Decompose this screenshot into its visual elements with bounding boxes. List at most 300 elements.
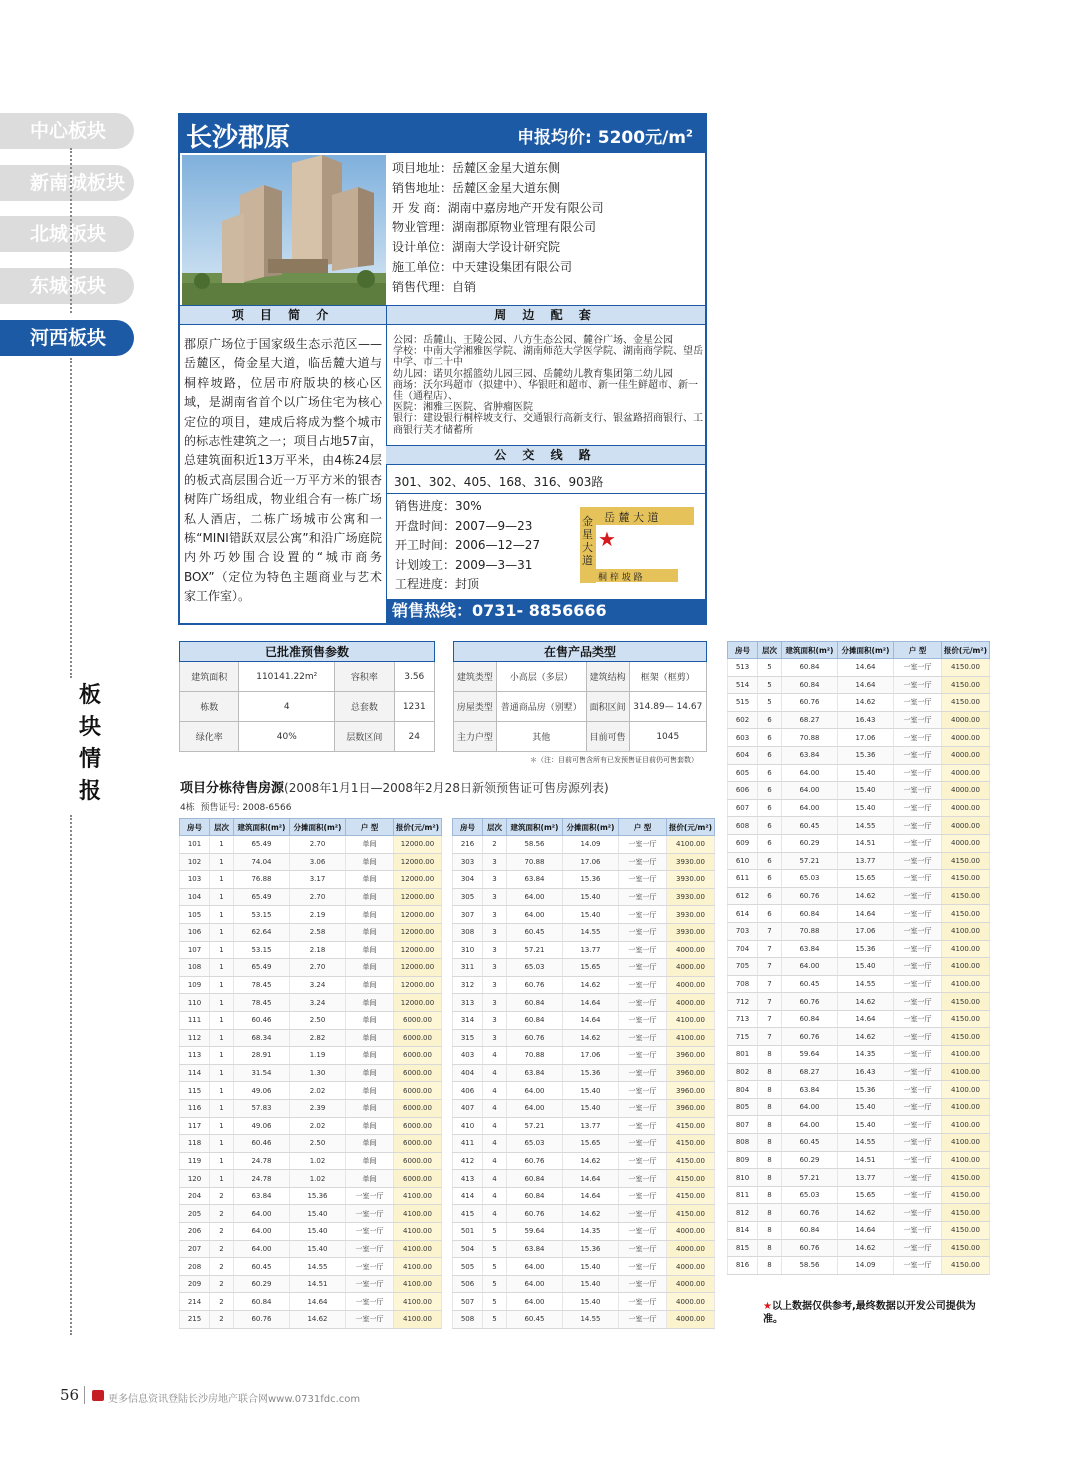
table-cell: 一室一厅: [619, 1082, 667, 1100]
table-row: [453, 888, 715, 906]
table-cell: 410: [453, 1117, 483, 1135]
table-cell: 一室一厅: [894, 1222, 942, 1240]
table-row: 建筑类型 小高层（多层） 建筑结构 框架（框剪）: [454, 662, 707, 692]
table-cell: 一室一厅: [619, 853, 667, 871]
table-cell: 64.00: [507, 906, 563, 924]
table-row: [453, 906, 715, 924]
table-row: [453, 1117, 715, 1135]
table-row: [453, 1187, 715, 1205]
table-cell: 312: [453, 976, 483, 994]
presale-params-title: 已批准预售参数: [180, 642, 435, 662]
table-cell: 15.36: [838, 746, 894, 764]
table-cell: 14.64: [838, 1010, 894, 1028]
table-cell: 一室一厅: [894, 1046, 942, 1064]
table-cell: 一室一厅: [894, 746, 942, 764]
table-cell: 14.09: [838, 1257, 894, 1275]
table-cell: 3: [483, 888, 507, 906]
table-cell: 63.84: [507, 1240, 563, 1258]
table-cell: 8: [758, 1116, 782, 1134]
table-cell: 311: [453, 959, 483, 977]
table-cell: 1: [210, 853, 234, 871]
table-cell: 105: [180, 906, 210, 924]
table-cell: 2.82: [290, 1029, 346, 1047]
table-cell: 705: [728, 958, 758, 976]
table-cell: 4150.00: [942, 1010, 990, 1028]
table-cell: 1: [210, 1029, 234, 1047]
table-cell: 16.43: [838, 1063, 894, 1081]
table-cell: 608: [728, 817, 758, 835]
table-cell: 4100.00: [394, 1223, 442, 1241]
table-cell: 2: [210, 1187, 234, 1205]
table-cell: 64.00: [782, 958, 838, 976]
table-cell: 715: [728, 1028, 758, 1046]
table-row: [728, 1010, 990, 1028]
table-cell: 6: [758, 799, 782, 817]
table-cell: 205: [180, 1205, 210, 1223]
table-cell: 7: [758, 975, 782, 993]
table-cell: 8: [758, 1046, 782, 1064]
table-cell: 3.17: [290, 871, 346, 889]
table-cell: 14.62: [563, 1029, 619, 1047]
tab-hexi[interactable]: 河西板块: [0, 320, 134, 356]
table-row: [453, 1293, 715, 1311]
table-row: [728, 782, 990, 800]
info-construction: 施工单位：中天建设集团有限公司: [392, 259, 573, 274]
table-cell: 60.46: [234, 1011, 290, 1029]
table-cell: 6000.00: [394, 1152, 442, 1170]
table-cell: 6: [758, 834, 782, 852]
table-cell: 204: [180, 1187, 210, 1205]
table-cell: 4000.00: [667, 1258, 715, 1276]
presale-params-table: [179, 641, 435, 752]
table-cell: 3: [483, 941, 507, 959]
table-cell: 4000.00: [667, 1311, 715, 1329]
table-cell: 一室一厅: [619, 871, 667, 889]
table-cell: 一室一厅: [894, 834, 942, 852]
table-cell: 2.70: [290, 888, 346, 906]
table-row: [453, 1275, 715, 1293]
table-cell: 2.70: [290, 836, 346, 854]
table-cell: 814: [728, 1222, 758, 1240]
table-cell: 单间: [346, 923, 394, 941]
table-cell: 4000.00: [667, 1293, 715, 1311]
table-cell: 514: [728, 676, 758, 694]
table-cell: 115: [180, 1082, 210, 1100]
table-cell: 8: [758, 1257, 782, 1275]
table-cell: 1.19: [290, 1047, 346, 1065]
table-cell: 一室一厅: [894, 975, 942, 993]
table-cell: 14.51: [290, 1275, 346, 1293]
table-cell: 2: [483, 836, 507, 854]
table-cell: 308: [453, 923, 483, 941]
table-cell: 4150.00: [942, 1222, 990, 1240]
table-cell: 4100.00: [942, 1046, 990, 1064]
table-row: [180, 1187, 442, 1205]
table-cell: 3960.00: [667, 1047, 715, 1065]
table-cell: 310: [453, 941, 483, 959]
table-cell: 15.40: [838, 799, 894, 817]
table-cell: 60.76: [782, 1204, 838, 1222]
project-intro: 郡原广场位于国家级生态示范区——岳麓区，倚金星大道，临岳麓大道与桐梓坡路，位居市府版块的核心区域，是湖南省首个以广场住宅为核心定位的项目，建成后将成为整个城市的标志性建筑之一；项目占地57亩，总建筑面积近13万平米，由4栋24层的板式高层围合近一万平方米的银杏树阵广场组成，物业组合有一栋广场私人酒店，二栋广场城市公寓和一栋“MINI错跃双层公寓”和沿广场庭院内外巧妙围合设置的“城市商务BOX”（定位为特色主题商业与艺术家工作室）。: [184, 337, 382, 604]
table-cell: 407: [453, 1099, 483, 1117]
table-row: [453, 1240, 715, 1258]
table-cell: 4: [483, 1099, 507, 1117]
table-cell: 49.06: [234, 1117, 290, 1135]
table-cell: 一室一厅: [619, 1135, 667, 1153]
table-cell: 8: [758, 1063, 782, 1081]
table-cell: 14.62: [563, 1205, 619, 1223]
table-cell: 12000.00: [394, 976, 442, 994]
table-cell: 4000.00: [942, 834, 990, 852]
table-cell: 6: [758, 729, 782, 747]
tab-east[interactable]: 东城板块: [0, 268, 134, 304]
table-cell: 68.27: [782, 711, 838, 729]
table-row: [453, 959, 715, 977]
table-cell: 4: [483, 1064, 507, 1082]
table-cell: 15.40: [290, 1223, 346, 1241]
table-cell: 13.77: [838, 852, 894, 870]
table-cell: 6: [758, 782, 782, 800]
info-sales-address: 销售地址：岳麓区金星大道东侧: [392, 180, 561, 195]
table-cell: 6000.00: [394, 1082, 442, 1100]
table-row: 绿化率 40% 层数区间 24: [180, 722, 435, 752]
table-cell: 4000.00: [667, 959, 715, 977]
table-cell: 3: [483, 923, 507, 941]
table-cell: 14.35: [838, 1046, 894, 1064]
table-cell: 415: [453, 1205, 483, 1223]
info-property-management: 物业管理：湖南郡原物业管理有限公司: [392, 220, 597, 235]
table-cell: 2.50: [290, 1011, 346, 1029]
table-row: [728, 1098, 990, 1116]
table-cell: 110: [180, 994, 210, 1012]
table-cell: 506: [453, 1275, 483, 1293]
table-cell: 505: [453, 1258, 483, 1276]
table-cell: 104: [180, 888, 210, 906]
table-cell: 4: [483, 1047, 507, 1065]
table-cell: 4100.00: [942, 940, 990, 958]
table-cell: 6000.00: [394, 1170, 442, 1188]
table-cell: 14.55: [838, 817, 894, 835]
table-cell: 404: [453, 1064, 483, 1082]
table-cell: 单间: [346, 1064, 394, 1082]
table-row: [453, 1099, 715, 1117]
table-cell: 78.45: [234, 994, 290, 1012]
table-cell: 一室一厅: [894, 1186, 942, 1204]
table-cell: 14.55: [838, 975, 894, 993]
table-cell: 单间: [346, 1082, 394, 1100]
table-cell: 4150.00: [942, 1028, 990, 1046]
table-cell: 14.62: [838, 887, 894, 905]
table-cell: 63.84: [507, 871, 563, 889]
table-cell: 1.30: [290, 1064, 346, 1082]
table-row: [728, 746, 990, 764]
table-row: [728, 659, 990, 677]
table-cell: 2: [210, 1205, 234, 1223]
table-cell: 14.64: [290, 1293, 346, 1311]
sales-progress: [395, 497, 540, 595]
table-cell: 一室一厅: [619, 1047, 667, 1065]
table-cell: 3: [483, 959, 507, 977]
table-cell: 一室一厅: [894, 764, 942, 782]
table-cell: 4150.00: [667, 1170, 715, 1188]
table-cell: 60.76: [234, 1311, 290, 1329]
table-cell: 14.62: [838, 694, 894, 712]
table-cell: 60.76: [782, 887, 838, 905]
table-row: [453, 1047, 715, 1065]
table-row: [728, 817, 990, 835]
table-cell: 60.29: [782, 834, 838, 852]
table-cell: 403: [453, 1047, 483, 1065]
table-row: [728, 1169, 990, 1187]
table-cell: 一室一厅: [894, 782, 942, 800]
column-header: 报价(元/m²): [942, 642, 990, 659]
table-cell: 2.50: [290, 1135, 346, 1153]
table-cell: 4: [483, 1117, 507, 1135]
table-cell: 307: [453, 906, 483, 924]
table-cell: 60.84: [507, 994, 563, 1012]
table-cell: 515: [728, 694, 758, 712]
table-row: [180, 1170, 442, 1188]
column-header: 建筑面积(m²): [234, 819, 290, 836]
table-cell: 3930.00: [667, 923, 715, 941]
table-cell: 15.40: [563, 1082, 619, 1100]
table-cell: 单间: [346, 1099, 394, 1117]
column-header: 层次: [483, 819, 507, 836]
table-cell: 2: [210, 1293, 234, 1311]
table-cell: 70.88: [507, 1047, 563, 1065]
table-cell: 60.45: [782, 1134, 838, 1152]
table-cell: 一室一厅: [894, 887, 942, 905]
table-cell: 65.49: [234, 959, 290, 977]
table-cell: 15.40: [563, 906, 619, 924]
table-cell: 6: [758, 887, 782, 905]
column-header: 报价(元/m²): [394, 819, 442, 836]
table-cell: 一室一厅: [894, 852, 942, 870]
table-row: [728, 1151, 990, 1169]
table-cell: 4100.00: [394, 1187, 442, 1205]
table-cell: 14.51: [838, 1151, 894, 1169]
table-cell: 15.40: [563, 888, 619, 906]
table-row: [180, 1258, 442, 1276]
table-cell: 15.40: [563, 1275, 619, 1293]
table-cell: 5: [483, 1258, 507, 1276]
table-row: [180, 888, 442, 906]
table-cell: 单间: [346, 1029, 394, 1047]
table-cell: 1: [210, 1082, 234, 1100]
table-cell: 206: [180, 1223, 210, 1241]
table-cell: 411: [453, 1135, 483, 1153]
table-cell: 14.64: [838, 905, 894, 923]
table-row: [728, 1081, 990, 1099]
table-cell: 106: [180, 923, 210, 941]
table-cell: 6: [758, 905, 782, 923]
tab-north[interactable]: 北城板块: [0, 216, 134, 252]
table-cell: 3.24: [290, 976, 346, 994]
table-cell: 4000.00: [667, 994, 715, 1012]
table-cell: 8: [758, 1204, 782, 1222]
table-cell: 一室一厅: [619, 976, 667, 994]
table-row: [180, 1029, 442, 1047]
table-cell: 1: [210, 1152, 234, 1170]
table-row: [453, 836, 715, 854]
table-cell: 8: [758, 1081, 782, 1099]
table-row: [728, 799, 990, 817]
table-cell: 一室一厅: [894, 1257, 942, 1275]
table-cell: 14.55: [563, 923, 619, 941]
table-row: [453, 976, 715, 994]
table-cell: 一室一厅: [894, 1204, 942, 1222]
table-row: [180, 1205, 442, 1223]
table-cell: 一室一厅: [619, 1240, 667, 1258]
table-row: [728, 1028, 990, 1046]
table-cell: 60.45: [782, 975, 838, 993]
table-cell: 3: [483, 976, 507, 994]
table-header-row: [180, 819, 442, 836]
table-cell: 507: [453, 1293, 483, 1311]
vertical-char: 板: [78, 683, 101, 708]
column-header: 房号: [180, 819, 210, 836]
supporting-item: 医院：湘雅三医院、省肿瘤医院: [393, 402, 533, 414]
table-cell: 4: [483, 1205, 507, 1223]
table-cell: 一室一厅: [346, 1205, 394, 1223]
table-cell: 60.46: [234, 1135, 290, 1153]
table-cell: 5: [483, 1293, 507, 1311]
table-cell: 一室一厅: [894, 1116, 942, 1134]
table-cell: 816: [728, 1257, 758, 1275]
table-cell: 一室一厅: [619, 1223, 667, 1241]
table-cell: 604: [728, 746, 758, 764]
table-cell: 1: [210, 1064, 234, 1082]
table-cell: 303: [453, 853, 483, 871]
table-cell: 118: [180, 1135, 210, 1153]
table-cell: 805: [728, 1098, 758, 1116]
table-cell: 60.84: [507, 1011, 563, 1029]
tab-new-south[interactable]: 新南城板块: [0, 165, 134, 201]
table-cell: 60.76: [507, 1152, 563, 1170]
table-cell: 60.76: [782, 1239, 838, 1257]
table-cell: 314: [453, 1011, 483, 1029]
table-cell: 一室一厅: [894, 993, 942, 1011]
table-cell: 7: [758, 958, 782, 976]
table-row: [180, 959, 442, 977]
table-row: [180, 836, 442, 854]
table-cell: 14.62: [838, 1239, 894, 1257]
table-cell: 4100.00: [667, 1011, 715, 1029]
table-cell: 15.36: [838, 1081, 894, 1099]
table-cell: 76.88: [234, 871, 290, 889]
table-cell: 14.64: [563, 1170, 619, 1188]
table-cell: 4100.00: [942, 1116, 990, 1134]
table-row: 房屋类型 普通商品房（别墅） 面积区间 314.89— 14.67: [454, 692, 707, 722]
location-star-icon: ★: [598, 527, 616, 551]
supporting-item: 银行：建设银行桐梓坡支行、交通银行高新支行、银盆路招商银行、工商银行芙才储蓄所: [393, 413, 703, 436]
table-cell: 4000.00: [942, 799, 990, 817]
units-table-2: [452, 818, 715, 1329]
table-cell: 64.00: [234, 1240, 290, 1258]
column-header: 分摊面积(m²): [563, 819, 619, 836]
table-cell: 4150.00: [942, 1257, 990, 1275]
rail-divider: [70, 148, 72, 313]
info-design: 设计单位：湖南大学设计研究院: [392, 240, 561, 255]
table-cell: 单间: [346, 836, 394, 854]
table-cell: 一室一厅: [619, 1311, 667, 1329]
column-header: 分摊面积(m²): [838, 642, 894, 659]
sales-item: 计划竣工：2009—3—31: [395, 557, 533, 572]
table-cell: 单间: [346, 976, 394, 994]
table-cell: 412: [453, 1152, 483, 1170]
table-cell: 一室一厅: [619, 1258, 667, 1276]
table-row: [453, 853, 715, 871]
page-number: 56: [60, 1386, 80, 1404]
table-row: [180, 1047, 442, 1065]
table-cell: 117: [180, 1117, 210, 1135]
table-cell: 65.03: [507, 959, 563, 977]
vertical-char: 报: [78, 779, 101, 804]
table-row: 建筑面积 110141.22m² 容积率 3.56: [180, 662, 435, 692]
tab-center[interactable]: 中心板块: [0, 113, 134, 149]
table-cell: 63.84: [507, 1064, 563, 1082]
column-header: 户 型: [894, 642, 942, 659]
table-cell: 单间: [346, 1152, 394, 1170]
table-cell: 4000.00: [942, 764, 990, 782]
table-row: [453, 1152, 715, 1170]
table-row: [453, 941, 715, 959]
table-cell: 70.88: [507, 853, 563, 871]
supporting-facilities: [393, 335, 703, 436]
table-cell: 114: [180, 1064, 210, 1082]
table-cell: 7: [758, 940, 782, 958]
table-cell: 60.84: [782, 905, 838, 923]
table-cell: 4000.00: [667, 976, 715, 994]
table-cell: 12000.00: [394, 853, 442, 871]
table-cell: 1: [210, 976, 234, 994]
table-cell: 209: [180, 1275, 210, 1293]
table-row: [180, 1117, 442, 1135]
table-cell: 1: [210, 1011, 234, 1029]
table-cell: 一室一厅: [619, 1275, 667, 1293]
table-cell: 一室一厅: [894, 729, 942, 747]
table-cell: 4: [483, 1082, 507, 1100]
table-cell: 7: [758, 1010, 782, 1028]
table-row: [728, 958, 990, 976]
table-row: [453, 1135, 715, 1153]
table-cell: 一室一厅: [346, 1275, 394, 1293]
table-cell: 5: [758, 694, 782, 712]
table-cell: 414: [453, 1187, 483, 1205]
table-cell: 59.64: [507, 1223, 563, 1241]
table-cell: 501: [453, 1223, 483, 1241]
table-cell: 57.21: [782, 1169, 838, 1187]
table-cell: 1: [210, 1047, 234, 1065]
table-cell: 4100.00: [394, 1311, 442, 1329]
table-cell: 一室一厅: [346, 1311, 394, 1329]
house-logo-icon: [92, 1390, 104, 1401]
table-cell: 49.06: [234, 1082, 290, 1100]
table-row: [180, 1082, 442, 1100]
table-row: 栋数 4 总套数 1231: [180, 692, 435, 722]
table-cell: 6: [758, 870, 782, 888]
table-cell: 4100.00: [942, 1098, 990, 1116]
table-cell: 8: [758, 1169, 782, 1187]
table-cell: 3: [483, 853, 507, 871]
table-cell: 15.40: [563, 1293, 619, 1311]
table-cell: 1: [210, 994, 234, 1012]
table-cell: 60.29: [234, 1275, 290, 1293]
table-cell: 6000.00: [394, 1064, 442, 1082]
table-row: [180, 871, 442, 889]
table-cell: 6000.00: [394, 1099, 442, 1117]
table-cell: 13.77: [563, 941, 619, 959]
